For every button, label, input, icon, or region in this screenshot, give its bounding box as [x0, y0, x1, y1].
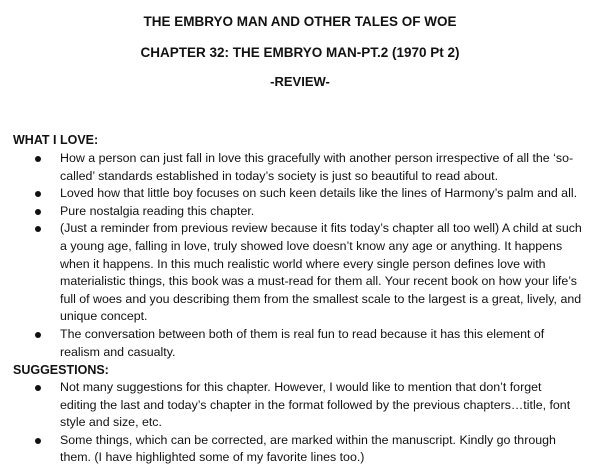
suggestions-list — [0, 379, 600, 467]
list-item — [0, 203, 600, 221]
list-item-text: (Just a reminder from previous review because it fits today’s chapter all too well) A child at such a young age, falling in love, truly showed love doesn’t know any age or anything. It happens when it happens. In this much realistic world where every single person defines love with materialistic things, this book was a must-read for them all. Your recent book on how your life’s full of woes and you describing them from the smallest scale to the largest is a great, lively, and unique concept. — [60, 221, 582, 324]
bullet-icon — [35, 191, 41, 197]
list-item-text: Loved how that little boy focuses on such keen details like the lines of Harmony’s palm and all. — [60, 186, 578, 201]
bullet-icon — [35, 332, 41, 338]
what-i-love-heading: WHAT I LOVE: — [13, 133, 99, 147]
bullet-icon — [35, 438, 41, 444]
list-item-text: Pure nostalgia reading this chapter. — [60, 203, 255, 218]
review-label: -REVIEW- — [270, 74, 330, 89]
list-item — [0, 150, 600, 185]
bullet-icon — [35, 209, 41, 215]
bullet-icon — [35, 385, 41, 391]
suggestions-heading: SUGGESTIONS: — [13, 363, 109, 377]
chapter-heading: CHAPTER 32: THE EMBRYO MAN-PT.2 (1970 Pt 2) — [140, 45, 460, 60]
list-item-text: Not many suggestions for this chapter. However, I would like to mention that don’t forget editing the last and today’s chapter in the format followed by the previous chapters…title, font style and size, etc. — [60, 380, 571, 430]
bullet-icon — [35, 156, 41, 162]
bullet-icon — [35, 226, 41, 232]
list-item-text: Some things, which can be corrected, are marked within the manuscript. Kindly go through them. (I have highlighted some of my favorite lines too.) — [60, 432, 556, 465]
list-item — [0, 220, 600, 326]
list-item-text: How a person can just fall in love this gracefully with another person irrespective of all the ‘so- called’ standards established in today’s society is just so beautiful to read about. — [60, 151, 574, 183]
list-item-text: The conversation between both of them is real fun to read because it has this element of realism and casualty. — [60, 326, 545, 359]
list-item — [0, 432, 600, 467]
list-item — [0, 326, 600, 361]
list-item — [0, 379, 600, 432]
what-i-love-list — [0, 150, 600, 361]
document-title: THE EMBRYO MAN AND OTHER TALES OF WOE — [143, 14, 457, 29]
list-item — [0, 185, 600, 203]
